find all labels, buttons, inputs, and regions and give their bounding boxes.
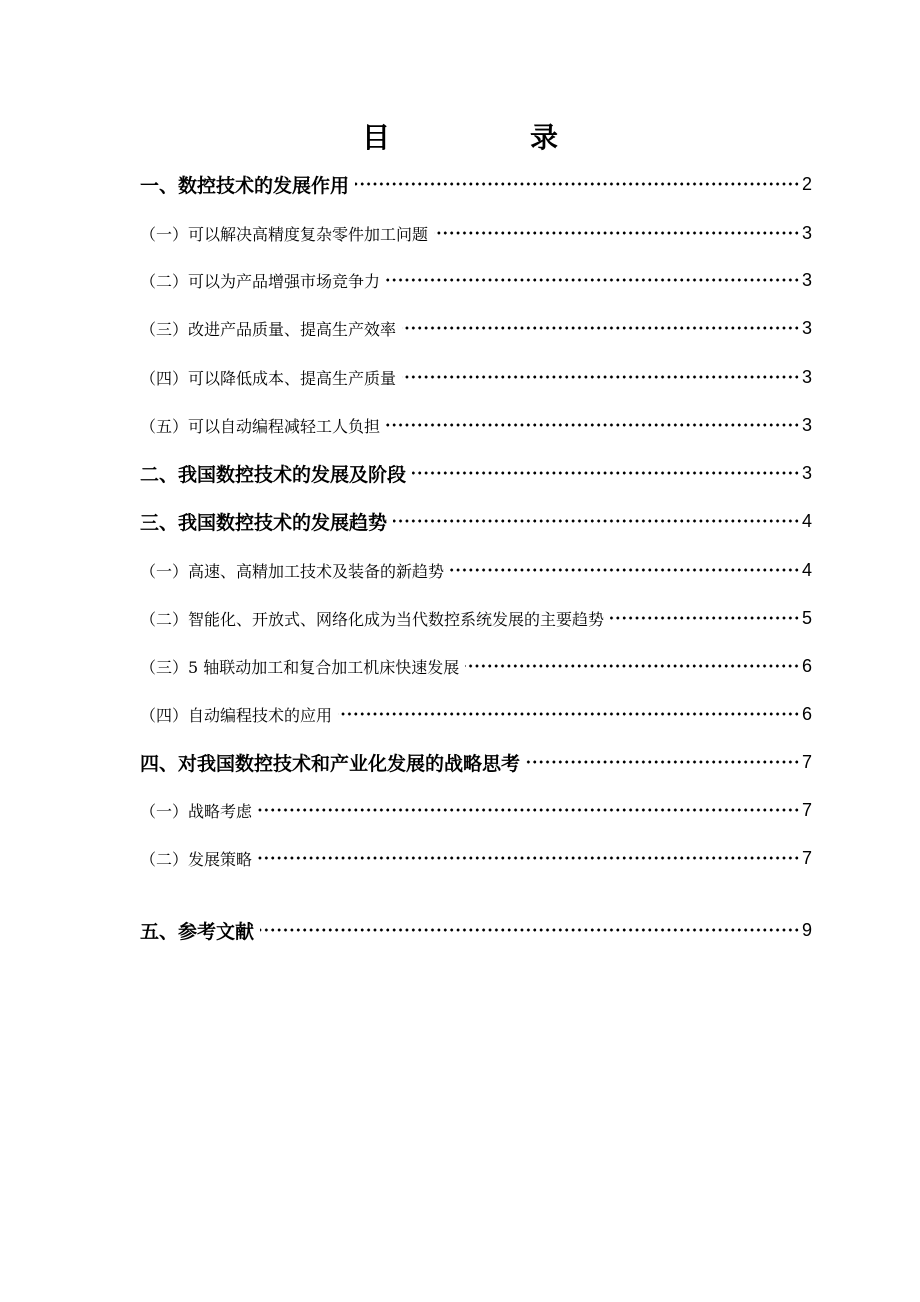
toc-entry-label: 三、我国数控技术的发展趋势 (140, 511, 388, 534)
toc-entry-label: （四）可以降低成本、提高生产质量 (140, 368, 397, 388)
toc-entry[interactable] (140, 915, 812, 945)
toc-entry[interactable] (140, 218, 812, 248)
toc-entry[interactable] (140, 651, 812, 681)
dot-leader (610, 613, 800, 623)
dot-leader (338, 709, 800, 719)
toc-entry-label: （四）自动编程技术的应用 (140, 705, 333, 725)
toc-title: 目 录 (361, 121, 614, 154)
toc-entry-label: （三）5 轴联动加工和复合加工机床快速发展 (140, 657, 460, 677)
toc-page-number: 3 (801, 222, 812, 243)
toc-entry-label: （五）可以自动编程减轻工人负担 (140, 416, 381, 436)
toc-entry[interactable] (140, 555, 812, 585)
toc-page-number: 6 (801, 703, 812, 724)
dot-leader (386, 420, 800, 430)
toc-page-number: 5 (801, 607, 812, 628)
toc-entry-label: （二）发展策略 (140, 849, 253, 869)
dot-leader (393, 516, 800, 526)
toc-entry-label: 一、数控技术的发展作用 (140, 174, 350, 197)
toc-entry[interactable] (140, 603, 812, 633)
toc-entry-label: 五、参考文献 (140, 920, 255, 943)
toc-entry[interactable] (140, 362, 812, 392)
toc-page-number: 3 (801, 269, 812, 290)
dot-leader (258, 805, 800, 815)
toc-entry[interactable] (140, 795, 812, 825)
dot-leader (450, 565, 800, 575)
dot-leader (355, 179, 800, 189)
dot-leader (260, 925, 800, 935)
toc-entry[interactable] (140, 313, 812, 343)
toc-entry[interactable] (140, 169, 812, 199)
toc-entry-label: （二）可以为产品增强市场竞争力 (140, 271, 381, 291)
toc-entry-label: （一）战略考虑 (140, 801, 253, 821)
toc-entry[interactable] (140, 843, 812, 873)
toc-page-number: 3 (801, 317, 812, 338)
toc-page-number: 3 (801, 366, 812, 387)
toc-page-number: 3 (801, 414, 812, 435)
toc-entry-label: （一）高速、高精加工技术及装备的新趋势 (140, 561, 445, 581)
dot-leader (526, 757, 800, 767)
toc-entry-label: （三）改进产品质量、提高生产效率 (140, 319, 397, 339)
toc-page-number: 7 (801, 799, 812, 820)
toc-page-number: 9 (801, 919, 812, 940)
toc-entry[interactable] (140, 410, 812, 440)
toc-page-number: 7 (801, 751, 812, 772)
toc-entry-label: 二、我国数控技术的发展及阶段 (140, 463, 407, 486)
dot-leader (402, 372, 800, 382)
dot-leader (412, 468, 800, 478)
toc-entry[interactable] (140, 699, 812, 729)
toc-entry-label: （二）智能化、开放式、网络化成为当代数控系统发展的主要趋势 (140, 609, 605, 629)
toc-page-number: 7 (801, 847, 812, 868)
toc-entry[interactable] (140, 506, 812, 536)
toc-page-number: 4 (801, 559, 812, 580)
toc-page-number: 6 (801, 655, 812, 676)
toc-page-number: 3 (801, 462, 812, 483)
toc-entry-label: （一）可以解决高精度复杂零件加工问题 (140, 224, 429, 244)
toc-page-number: 4 (801, 510, 812, 531)
dot-leader (386, 275, 800, 285)
dot-leader (434, 228, 800, 238)
dot-leader (258, 853, 800, 863)
toc-page-number: 2 (801, 173, 812, 194)
toc-entry[interactable] (140, 747, 812, 777)
toc-entry-label: 四、对我国数控技术和产业化发展的战略思考 (140, 752, 521, 775)
dot-leader (402, 323, 800, 333)
dot-leader (465, 661, 800, 671)
toc-entry[interactable] (140, 265, 812, 295)
toc-entry[interactable] (140, 458, 812, 488)
